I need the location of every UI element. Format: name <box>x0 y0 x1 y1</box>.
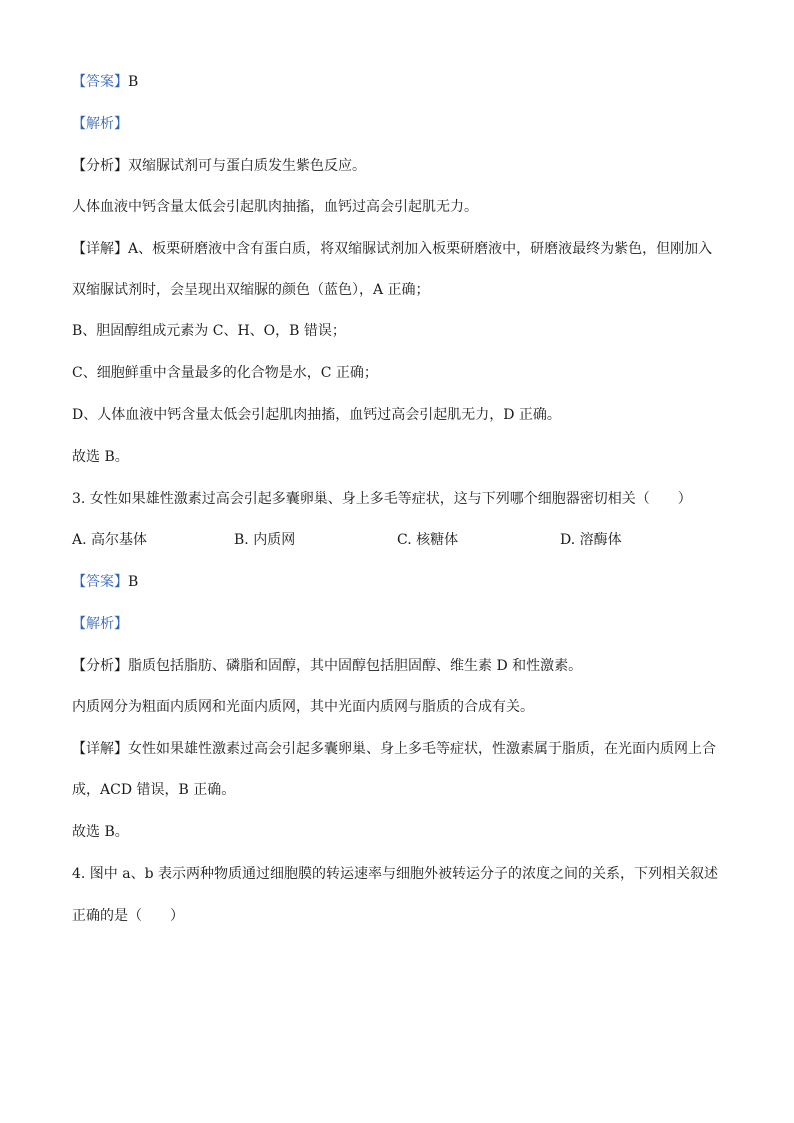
q3-detail-line2: 成，ACD 错误，B 正确。 <box>72 782 236 798</box>
q2-conclusion: 故选 B。 <box>72 449 129 465</box>
q3-option-c: C. 核糖体 <box>397 532 459 548</box>
q2-detail-line3: B、胆固醇组成元素为 C、H、O，B 错误； <box>72 323 346 339</box>
q2-fenxi-line <box>72 156 366 176</box>
q2-fenxi-text: 双缩脲试剂可与蛋白质发生紫色反应。 <box>128 158 366 174</box>
q3-option-b: B. 内质网 <box>234 532 296 548</box>
q2-fenxi-line2: 人体血液中钙含量太低会引起肌肉抽搐，血钙过高会引起肌无力。 <box>72 199 478 215</box>
q4-stem-line2: 正确的是（ ） <box>72 908 184 924</box>
q3-fenxi-line2: 内质网分为粗面内质网和光面内质网，其中光面内质网与脂质的合成有关。 <box>72 699 534 715</box>
q3-answer-value: B <box>128 574 139 590</box>
q2-answer-value: B <box>128 74 139 90</box>
q3-detail-line1 <box>72 739 716 759</box>
q3-options <box>72 530 732 550</box>
q2-answer-line <box>72 72 138 92</box>
q3-detail-tag: 【详解】 <box>72 741 128 757</box>
q3-analysis-tag-line <box>72 614 128 634</box>
q2-analysis-tag-line <box>72 114 128 134</box>
q2-detail-tag: 【详解】 <box>72 241 128 257</box>
q3-fenxi-line <box>72 656 582 676</box>
q3-analysis-tag: 【解析】 <box>72 616 128 632</box>
q2-detail-line4: C、细胞鲜重中含量最多的化合物是水，C 正确； <box>72 365 378 381</box>
q3-answer-line <box>72 572 138 592</box>
q3-option-d: D. 溶酶体 <box>560 532 622 548</box>
q3-answer-tag: 【答案】 <box>72 574 128 590</box>
q3-fenxi-tag: 【分析】 <box>72 658 128 674</box>
q3-detail-text1: 女性如果雄性激素过高会引起多囊卵巢、身上多毛等症状，性激素属于脂质，在光面内质网上合 <box>128 741 716 757</box>
q3-stem: 3. 女性如果雄性激素过高会引起多囊卵巢、身上多毛等症状，这与下列哪个细胞器密切相关（ ） <box>72 491 692 507</box>
q2-detail-line2: 双缩脲试剂时，会呈现出双缩脲的颜色（蓝色），A 正确； <box>72 282 430 298</box>
q2-analysis-tag: 【解析】 <box>72 116 128 132</box>
q2-fenxi-tag: 【分析】 <box>72 158 128 174</box>
q3-fenxi-text: 脂质包括脂肪、磷脂和固醇，其中固醇包括胆固醇、维生素 D 和性激素。 <box>128 658 583 674</box>
q4-stem-line1: 4. 图中 a、b 表示两种物质通过细胞膜的转运速率与细胞外被转运分子的浓度之间的关系，下列相关叙述 <box>72 866 719 882</box>
q2-detail-line5: D、人体血液中钙含量太低会引起肌肉抽搐，血钙过高会引起肌无力，D 正确。 <box>72 407 561 423</box>
q2-answer-tag: 【答案】 <box>72 74 128 90</box>
q2-detail-text1: A、板栗研磨液中含有蛋白质，将双缩脲试剂加入板栗研磨液中，研磨液最终为紫色，但刚加入 <box>128 241 713 257</box>
q3-conclusion: 故选 B。 <box>72 824 129 840</box>
q2-detail-line1 <box>72 239 712 259</box>
q3-option-a: A. 高尔基体 <box>72 532 148 548</box>
